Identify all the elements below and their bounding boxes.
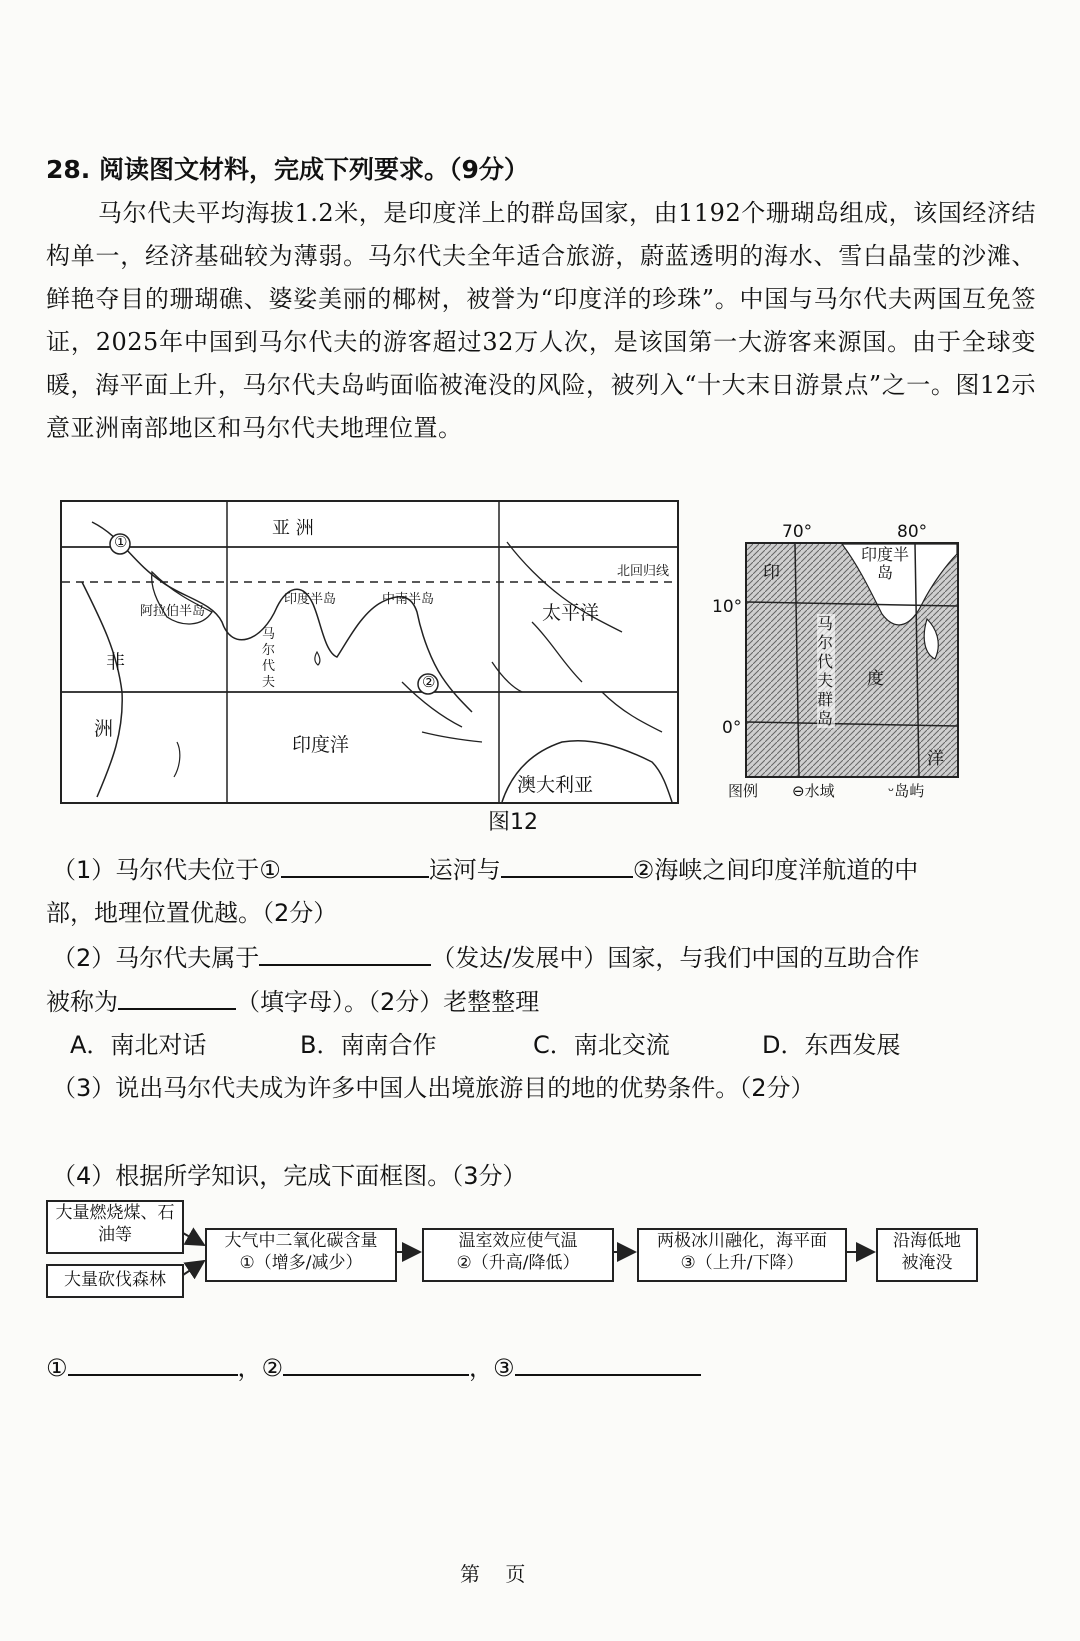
label-yin: 印 [763, 563, 780, 583]
label-du: 度 [867, 669, 884, 689]
q2-blank-letter[interactable] [118, 990, 236, 1010]
q1-blank-strait[interactable] [501, 858, 633, 878]
flow-box-flood [876, 1228, 978, 1282]
flow-flood-line1: 沿海低地 [893, 1231, 961, 1251]
legend-title: 图例 [728, 782, 759, 800]
answer-blank-1[interactable] [68, 1356, 238, 1376]
question-paragraph [46, 192, 1036, 450]
flow-forest-text: 大量砍伐森林 [64, 1270, 166, 1290]
flow-ice-line1: 两极冰川融化，海平面 [657, 1231, 827, 1251]
option-c[interactable]: C．南北交流 [533, 1031, 670, 1059]
flow-box-temperature [422, 1228, 614, 1282]
flow-box-ice [637, 1228, 847, 1282]
mark-two: ② [422, 673, 436, 691]
answer-line [46, 1348, 701, 1383]
flow-co2-line1: 大气中二氧化碳含量 [224, 1231, 378, 1251]
flow-box-coal [46, 1200, 184, 1254]
label-arabia: 阿拉伯半岛 [140, 604, 206, 619]
answer-blank-3[interactable] [515, 1356, 701, 1376]
q1-blank-canal[interactable] [281, 858, 429, 878]
map-south-asia-svg [62, 502, 677, 802]
label-maldives: 马尔代夫 [262, 627, 276, 690]
legend-water: ⊖水域 [792, 782, 835, 800]
label-pacific: 太平洋 [542, 602, 600, 624]
answer-label-3: ，③ [469, 1354, 515, 1382]
figure-caption: 图12 [488, 810, 538, 835]
q1-text-c: ②海峡之间印度洋航道的中 [632, 856, 919, 884]
q1-text-a: （1）马尔代夫位于① [52, 856, 281, 884]
lon-70: 70° [782, 522, 813, 542]
label-indian-ocean: 印度洋 [292, 734, 350, 756]
flow-co2-line2: ①（增多/减少） [239, 1253, 363, 1273]
option-d[interactable]: D．东西发展 [762, 1031, 901, 1059]
label-yang: 洋 [927, 749, 944, 769]
answer-blank-2[interactable] [283, 1356, 469, 1376]
option-a[interactable]: A．南北对话 [70, 1031, 207, 1059]
mark-one: ① [114, 533, 128, 551]
flow-coal-text: 大量燃烧煤、石油等 [55, 1203, 175, 1245]
q2-text-c: 被称为 [46, 988, 118, 1016]
label-asia: 亚 洲 [272, 518, 314, 539]
q3-text: （3）说出马尔代夫成为许多中国人出境旅游目的地的优势条件。（2分） [52, 1074, 815, 1102]
map-maldives [745, 542, 959, 778]
q4-text: （4）根据所学知识，完成下面框图。（3分） [52, 1162, 527, 1190]
question-title: 28. 阅读图文材料，完成下列要求。（9分） [46, 155, 529, 184]
q2-text-a: （2）马尔代夫属于 [52, 944, 260, 972]
label-australia: 澳大利亚 [517, 774, 594, 796]
flow-box-forest [46, 1264, 184, 1298]
lat-10: 10° [712, 597, 743, 617]
flow-flood-line2: 被淹没 [901, 1253, 953, 1273]
flow-ice-line2: ③（上升/下降） [680, 1253, 804, 1273]
lon-80: 80° [897, 522, 928, 542]
flow-temp-line2: ②（升高/降低） [456, 1253, 580, 1273]
paragraph-text: 马尔代夫平均海拔1.2米，是印度洋上的群岛国家，由1192个珊瑚岛组成，该国经济结构单一，经济基础较为薄弱。马尔代夫全年适合旅游，蔚蓝透明的海水、雪白晶莹的沙滩、鲜艳夺目的珊瑚礁、婆娑美丽的椰树，被誉为“印度洋的珍珠”。中国与马尔代夫两国互免签证，2025年中国到马尔代夫的游客超过32万人次，是该国第一大游客来源国。由于全球变暖，海平面上升，马尔代夫岛屿面临被淹没的风险，被列入“十大末日游景点”之一。图12示意亚洲南部地区和马尔代夫地理位置。 [46, 199, 1036, 442]
label-indochina: 中南半岛 [382, 592, 435, 607]
flow-box-co2 [205, 1228, 397, 1282]
label-tropic: 北回归线 [617, 564, 670, 579]
q2-line1 [52, 938, 919, 973]
q2-line2 [46, 982, 539, 1017]
flow-temp-line1: 温室效应使气温 [458, 1231, 578, 1251]
label-africa-2: 洲 [94, 718, 114, 740]
q2-text-b: （发达/发展中）国家，与我们中国的互助合作 [431, 944, 920, 972]
q1-line1 [52, 850, 918, 885]
label-maldives-islands: 马尔代夫群岛 [817, 614, 834, 728]
label-india-peninsula: 印度半岛 [284, 592, 337, 607]
option-b[interactable]: B．南南合作 [300, 1031, 437, 1059]
label-india-peninsula-inset: 印度半岛 [860, 545, 909, 582]
q1-text-d: 部，地理位置优越。（2分） [46, 899, 338, 927]
page-footer: 第 页 [460, 1562, 526, 1586]
q2-text-d: （填字母）。（2分）老整整理 [236, 988, 540, 1016]
answer-label-2: ，② [237, 1354, 284, 1382]
legend-island: ᵕ岛屿 [888, 782, 925, 800]
lat-0: 0° [722, 718, 742, 738]
label-africa-1: 非 [106, 651, 126, 673]
map-south-asia [60, 500, 679, 804]
answer-label-1: ① [46, 1354, 68, 1382]
q1-text-b: 运河与 [428, 856, 501, 884]
q2-blank-status[interactable] [259, 946, 431, 966]
